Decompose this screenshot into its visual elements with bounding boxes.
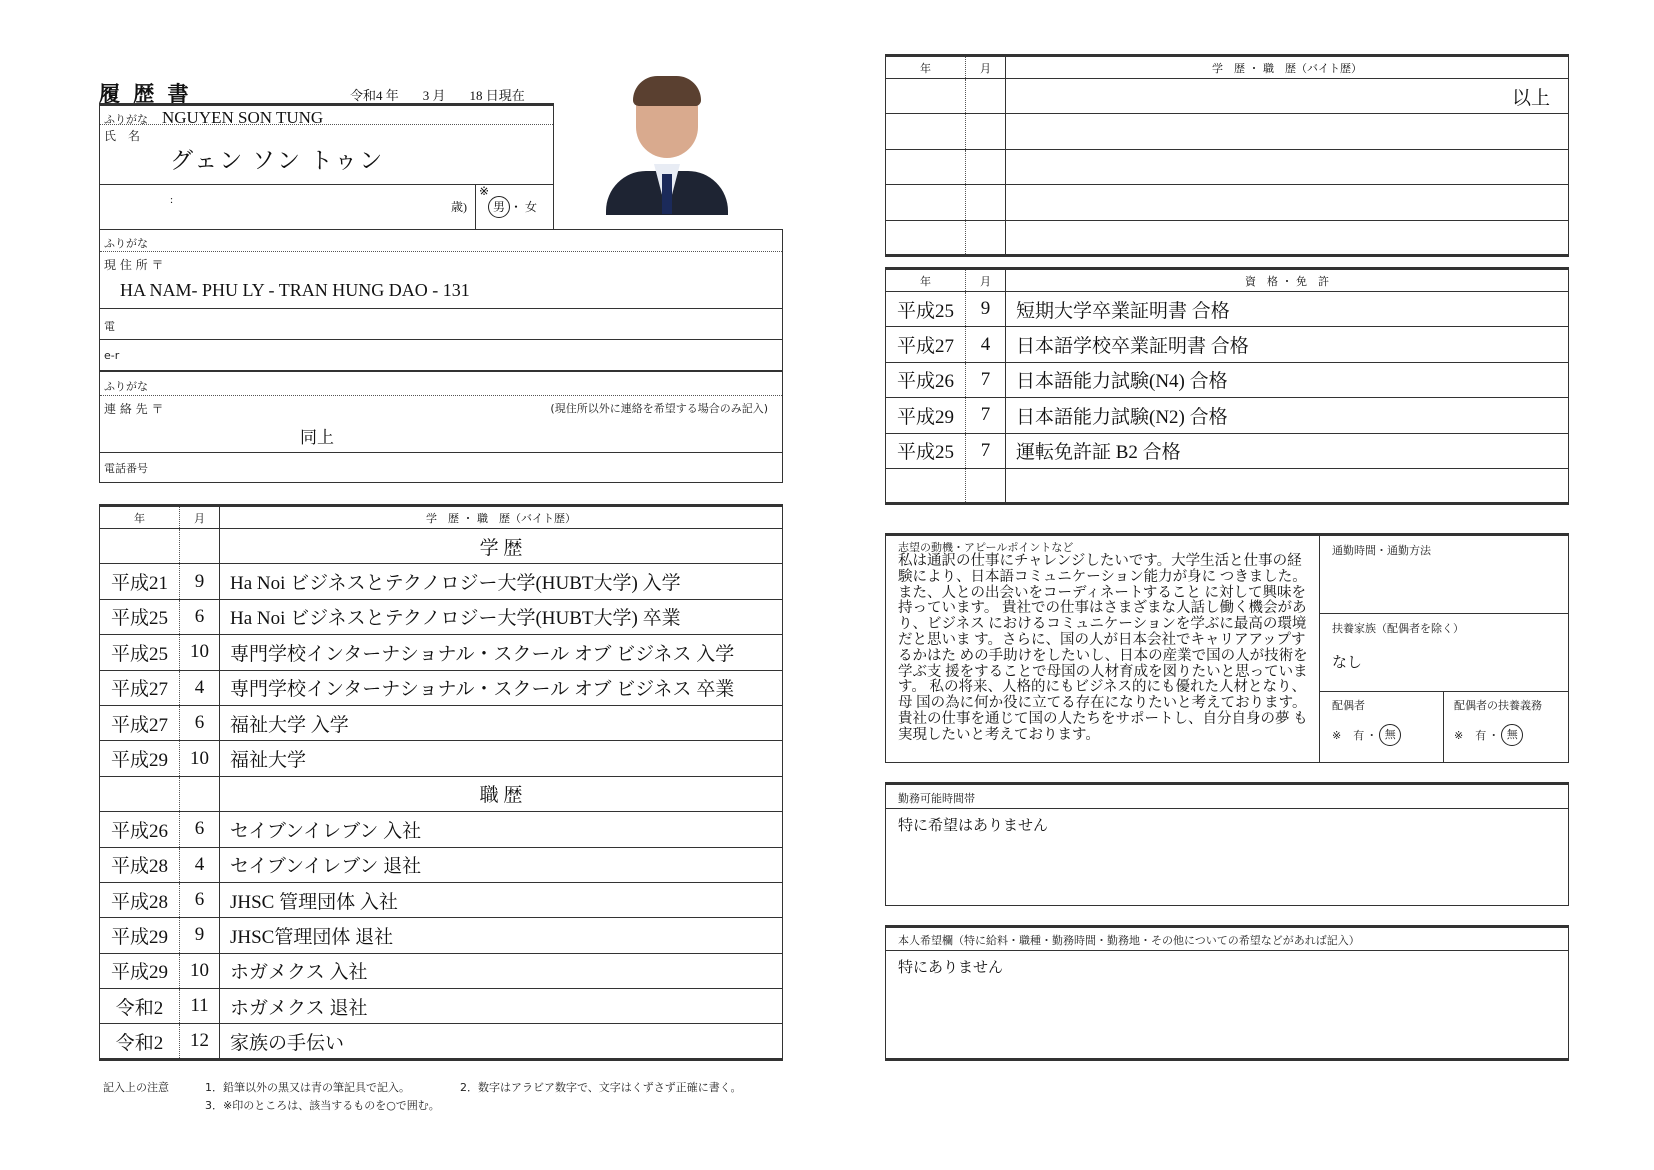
row-year[interactable]: 平成26	[886, 362, 966, 397]
row-content[interactable]	[1006, 149, 1569, 184]
spouse-note: ※	[1332, 728, 1342, 742]
row-year[interactable]: 平成27	[886, 327, 966, 362]
furigana-label: ふりがな	[104, 113, 148, 126]
row-month[interactable]	[966, 79, 1006, 114]
history-row	[100, 918, 783, 953]
section-heading: 職 歴	[220, 776, 783, 811]
row-year[interactable]: 平成25	[886, 433, 966, 468]
history-row	[886, 220, 1569, 255]
row-content[interactable]: 専門学校インターナショナル・スクール オブ ビジネス 入学	[220, 635, 783, 670]
note-3: 3．※印のところは、該当するものを○で囲む。	[205, 1099, 440, 1112]
license-row	[886, 292, 1569, 327]
row-content[interactable]: Ha Noi ビジネスとテクノロジー大学(HUBT大学) 入学	[220, 564, 783, 599]
row-content[interactable]: JHSC管理団体 退社	[220, 918, 783, 953]
history-row	[100, 989, 783, 1024]
spouse-options	[1332, 724, 1401, 746]
requests-section	[885, 925, 1569, 1061]
row-content[interactable]: ホガメクス 退社	[220, 989, 783, 1024]
history-row	[886, 185, 1569, 220]
row-year[interactable]: 平成27	[100, 705, 180, 740]
note-2: 2．数字はアラビア数字で、文字はくずさず正確に書く。	[460, 1081, 742, 1094]
address-furigana-label: ふりがな	[104, 237, 148, 250]
row-month[interactable]: 10	[180, 635, 220, 670]
name-value[interactable]: グェン ソン トゥン	[170, 148, 385, 173]
row-month[interactable]: 6	[180, 882, 220, 917]
row-month[interactable]: 6	[180, 705, 220, 740]
history-row	[100, 812, 783, 847]
row-month[interactable]	[966, 185, 1006, 220]
row-year[interactable]: 平成28	[100, 847, 180, 882]
dependents-value[interactable]: なし	[1332, 655, 1363, 671]
row-content[interactable]: 日本語能力試験(N4) 合格	[1006, 362, 1569, 397]
education-work-history-table	[99, 504, 783, 1061]
row-content[interactable]	[1006, 220, 1569, 255]
contact-furigana-label: ふりがな	[104, 380, 148, 393]
header-year: 年	[100, 506, 180, 529]
work-hours-label: 勤務可能時間帯	[898, 792, 975, 805]
row-month[interactable]: 9	[180, 564, 220, 599]
age-suffix: 歳)	[451, 200, 467, 214]
row-month[interactable]: 12	[180, 1024, 220, 1059]
row-year[interactable]: 令和2	[100, 989, 180, 1024]
requests-label: 本人希望欄（特に給料・職種・勤務時間・勤務地・その他についての希望などがあれば記入）	[898, 934, 1360, 947]
row-month[interactable]	[966, 468, 1006, 503]
license-row	[886, 398, 1569, 433]
dependents-label: 扶養家族（配偶者を除く）	[1332, 622, 1464, 635]
table-header	[100, 506, 783, 529]
row-month[interactable]: 9	[180, 918, 220, 953]
row-month[interactable]: 7	[966, 398, 1006, 433]
spouse-support-options	[1454, 724, 1523, 746]
gender-sep: ・	[510, 200, 523, 214]
row-year[interactable]: 平成29	[886, 398, 966, 433]
work-hours-section	[885, 782, 1569, 906]
row-year[interactable]	[886, 79, 966, 114]
row-year[interactable]: 平成25	[886, 292, 966, 327]
contact-value[interactable]: 同上	[300, 428, 334, 447]
commute-label: 通勤時間・通勤方法	[1332, 544, 1431, 557]
history-row	[100, 599, 783, 634]
row-month[interactable]: 4	[966, 327, 1006, 362]
motivation-text[interactable]: 私は通訳の仕事にチャレンジしたいです。大学生活と仕事の経験により、日本語コミュニケーション能力が身に つきました。また、人との出会いをコーディネートすること に対して興味を持っています。 貴社での仕事はさまざまな人話し働く機会があり、ビジネス におけるコミュニケーションを学ぶに最高の環境だと思いま す。さらに、国の人が日本会社でキャリアアップするかはた めの手助けをしたいし、日本の産業で国の人が技術を学ぶ支 援をすることで母国の人材育成を図りたいと思っています。 私の将来、人格的にもビジネス的にも優れた人材となり、母 国の為に何か役に立てる存在になりたいと考えております。 貴社の仕事を通じて国の人たちをサポートし、自分自身の夢 も実現したいと考えております。	[898, 553, 1308, 743]
name-section	[99, 103, 554, 230]
header-year: 年	[886, 269, 966, 292]
history-row	[100, 953, 783, 988]
row-month[interactable]: 9	[966, 292, 1006, 327]
spouse-yes[interactable]: 有	[1353, 729, 1365, 742]
row-year[interactable]: 平成28	[100, 882, 180, 917]
history-row	[100, 1024, 783, 1059]
row-content[interactable]	[1006, 468, 1569, 503]
row-content[interactable]: セイブンイレブン 入社	[220, 812, 783, 847]
history-row	[100, 882, 783, 917]
history-row	[100, 529, 783, 564]
row-content[interactable]: 運転免許証 B2 合格	[1006, 433, 1569, 468]
row-month[interactable]: 7	[966, 362, 1006, 397]
row-year[interactable]: 平成25	[100, 635, 180, 670]
history-row	[100, 670, 783, 705]
address-section	[99, 229, 783, 483]
row-year[interactable]: 平成26	[100, 812, 180, 847]
table-header	[886, 269, 1569, 292]
address-label: 現 住 所 〒	[104, 258, 164, 272]
date-month: 3 月	[422, 88, 446, 103]
row-year[interactable]: 平成29	[100, 741, 180, 776]
row-content[interactable]: Ha Noi ビジネスとテクノロジー大学(HUBT大学) 卒業	[220, 599, 783, 634]
history-row	[100, 776, 783, 811]
date-era: 令和4 年	[350, 88, 399, 103]
row-content[interactable]	[1006, 114, 1569, 149]
row-month[interactable]: 6	[180, 599, 220, 634]
row-month[interactable]: 10	[180, 953, 220, 988]
row-year[interactable]	[886, 468, 966, 503]
row-month[interactable]: 7	[966, 433, 1006, 468]
row-year[interactable]	[886, 149, 966, 184]
header-content: 資 格 ・ 免 許	[1006, 269, 1569, 292]
row-content[interactable]: 福祉大学	[220, 741, 783, 776]
header-month: 月	[180, 506, 220, 529]
row-year[interactable]: 平成27	[100, 670, 180, 705]
license-row	[886, 468, 1569, 503]
row-content[interactable]: ホガメクス 入社	[220, 953, 783, 988]
row-month[interactable]: 6	[180, 812, 220, 847]
license-row	[886, 327, 1569, 362]
name-label: 氏 名	[104, 129, 141, 143]
history-row	[886, 149, 1569, 184]
row-year[interactable]	[886, 114, 966, 149]
row-month[interactable]	[966, 149, 1006, 184]
spouse-support-yes[interactable]: 有	[1475, 729, 1487, 742]
license-row	[886, 433, 1569, 468]
history-row	[100, 564, 783, 599]
address-value[interactable]: HA NAM- PHU LY - TRAN HUNG DAO - 131	[120, 280, 470, 300]
history-row	[100, 741, 783, 776]
row-month[interactable]: 4	[180, 670, 220, 705]
row-month[interactable]	[966, 114, 1006, 149]
age-mark: :	[170, 194, 174, 206]
row-content[interactable]: 日本語学校卒業証明書 合格	[1006, 327, 1569, 362]
row-content[interactable]	[1006, 185, 1569, 220]
header-content: 学 歴 ・ 職 歴（バイト歴）	[220, 506, 783, 529]
spouse-support-sep: ・	[1488, 729, 1500, 742]
row-content[interactable]: 以上	[1006, 79, 1569, 114]
row-content[interactable]: セイブンイレブン 退社	[220, 847, 783, 882]
row-content[interactable]: 家族の手伝い	[220, 1024, 783, 1059]
phone-label: 電	[104, 320, 115, 333]
row-year[interactable]: 令和2	[100, 1024, 180, 1059]
row-month[interactable]: 11	[180, 989, 220, 1024]
row-year[interactable]: 平成29	[100, 918, 180, 953]
education-work-history-continued-table	[885, 54, 1569, 257]
email-label: e-r	[104, 349, 120, 362]
motivation-section	[885, 533, 1569, 763]
header-year: 年	[886, 56, 966, 79]
gender-cell	[476, 184, 553, 229]
work-hours-value[interactable]: 特に希望はありません	[898, 818, 1049, 834]
date	[350, 85, 525, 104]
photo	[606, 76, 728, 215]
row-content[interactable]: 日本語能力試験(N2) 合格	[1006, 398, 1569, 433]
history-row	[100, 705, 783, 740]
row-content[interactable]: JHSC 管理団体 入社	[220, 882, 783, 917]
spouse-no-circled[interactable]: 無	[1379, 724, 1401, 746]
motivation-label: 志望の動機・アピールポイントなど	[898, 541, 1074, 554]
gender-male-circled[interactable]: 男	[488, 196, 510, 218]
row-content[interactable]: 専門学校インターナショナル・スクール オブ ビジネス 卒業	[220, 670, 783, 705]
section-heading: 学 歴	[220, 529, 783, 564]
row-year[interactable]: 平成29	[100, 953, 180, 988]
spouse-support-no-circled[interactable]: 無	[1501, 724, 1523, 746]
row-year[interactable]: 平成25	[100, 599, 180, 634]
row-year[interactable]	[886, 220, 966, 255]
age-cell	[100, 184, 476, 229]
row-content[interactable]: 短期大学卒業証明書 合格	[1006, 292, 1569, 327]
document-title: 履 歴 書	[99, 82, 193, 106]
requests-value[interactable]: 特にありません	[898, 960, 1004, 976]
row-month[interactable]: 10	[180, 741, 220, 776]
row-year[interactable]: 平成21	[100, 564, 180, 599]
header-month: 月	[966, 269, 1006, 292]
history-row	[886, 114, 1569, 149]
history-row	[100, 635, 783, 670]
table-header	[886, 56, 1569, 79]
furigana-value[interactable]: NGUYEN SON TUNG	[162, 108, 324, 127]
spouse-sep: ・	[1366, 729, 1378, 742]
licenses-table	[885, 267, 1569, 505]
contact-label: 連 絡 先 〒	[104, 402, 164, 416]
row-month[interactable]	[966, 220, 1006, 255]
notes-label: 記入上の注意	[103, 1081, 169, 1094]
gender-female[interactable]: 女	[525, 200, 538, 214]
header-month: 月	[966, 56, 1006, 79]
history-row	[100, 847, 783, 882]
row-year[interactable]	[886, 185, 966, 220]
contact-phone-label: 電話番号	[104, 462, 148, 475]
row-content[interactable]: 福祉大学 入学	[220, 705, 783, 740]
note-1: 1．鉛筆以外の黒又は青の筆記具で記入。	[205, 1081, 410, 1094]
date-day: 18 日現在	[469, 88, 525, 103]
contact-note: (現住所以外に連絡を希望する場合のみ記入)	[550, 402, 768, 415]
spouse-support-label: 配偶者の扶養義務	[1454, 699, 1542, 712]
gender-note: ※	[479, 184, 490, 198]
history-row	[886, 79, 1569, 114]
spouse-support-note: ※	[1454, 728, 1464, 742]
row-month[interactable]: 4	[180, 847, 220, 882]
license-row	[886, 362, 1569, 397]
header-content: 学 歴 ・ 職 歴（バイト歴）	[1006, 56, 1569, 79]
spouse-label: 配偶者	[1332, 699, 1365, 712]
